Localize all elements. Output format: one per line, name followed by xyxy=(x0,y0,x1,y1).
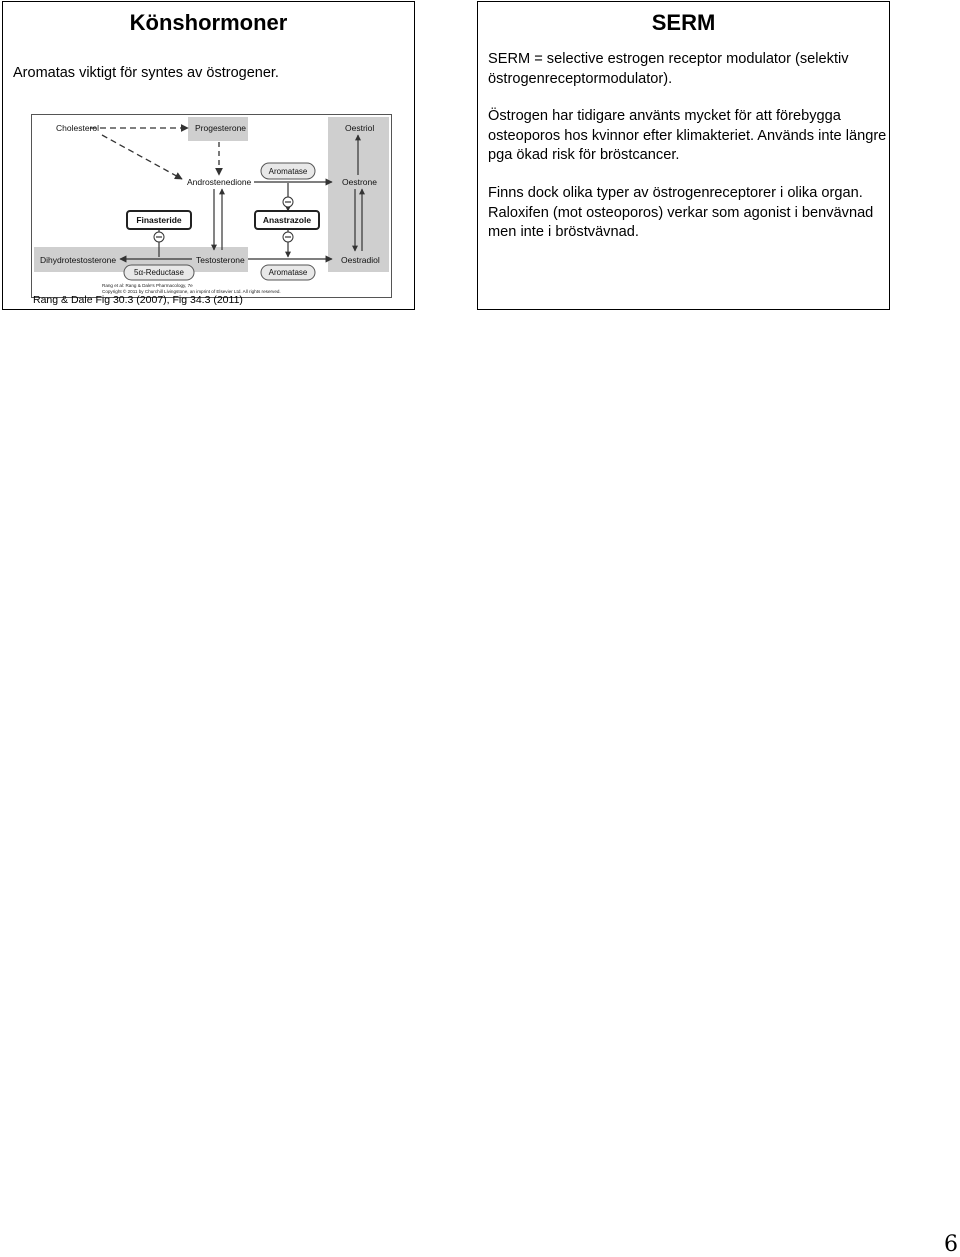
slide-title: SERM xyxy=(651,10,716,35)
finasteride-label: Finasteride xyxy=(136,215,182,225)
slide-serm xyxy=(477,1,890,310)
testosterone-label: Testosterone xyxy=(196,255,245,265)
oestriol-label: Oestriol xyxy=(345,123,375,133)
aromatase-bottom-label: Aromatase xyxy=(268,268,308,277)
anastrazole-label: Anastrazole xyxy=(262,215,312,225)
page-number: 6 xyxy=(944,1232,958,1257)
oestrone-label: Oestrone xyxy=(342,177,377,187)
slide-konshormoner xyxy=(2,1,415,310)
paragraph: Finns dock olika typer av östrogenreceptorer i olika organ. Raloxifen (mot osteoporos) verkar som agonist i benvävnad men inte i bröstvävnad. xyxy=(488,185,874,240)
steroid-pathway-figure xyxy=(31,114,392,298)
slide-title: Könshormoner xyxy=(129,10,288,35)
cholesterol-label: Cholesterol xyxy=(56,123,99,133)
credit-line-2: Copyright © 2011 by Churchill Livingstone, an imprint of Elsevier Ltd. All rights reserved. xyxy=(102,289,281,294)
figure-caption: Rang & Dale Fig 30.3 (2007), Fig 34.3 (2011) xyxy=(33,294,243,306)
aromatase-top-label: Aromatase xyxy=(268,167,308,176)
reductase-label: 5α-Reductase xyxy=(134,268,184,277)
progesterone-label: Progesterone xyxy=(195,123,247,133)
slide-body-text: Aromatas viktigt för syntes av östrogener. xyxy=(13,65,279,81)
paragraph: Östrogen har tidigare använts mycket för att förebygga osteoporos hos kvinnor efter klimakteriet. Används inte längre pga ökad risk för bröstcancer. xyxy=(488,108,887,163)
credit-line-1: Rang et al: Rang & Dale's Pharmacology, 7e xyxy=(102,283,193,288)
dht-label: Dihydrotestosterone xyxy=(40,255,117,265)
paragraph: SERM = selective estrogen receptor modulator (selektiv östrogenreceptormodulator). xyxy=(488,51,849,87)
oestradiol-label: Oestradiol xyxy=(341,255,380,265)
androstenedione-label: Androstenedione xyxy=(187,177,252,187)
